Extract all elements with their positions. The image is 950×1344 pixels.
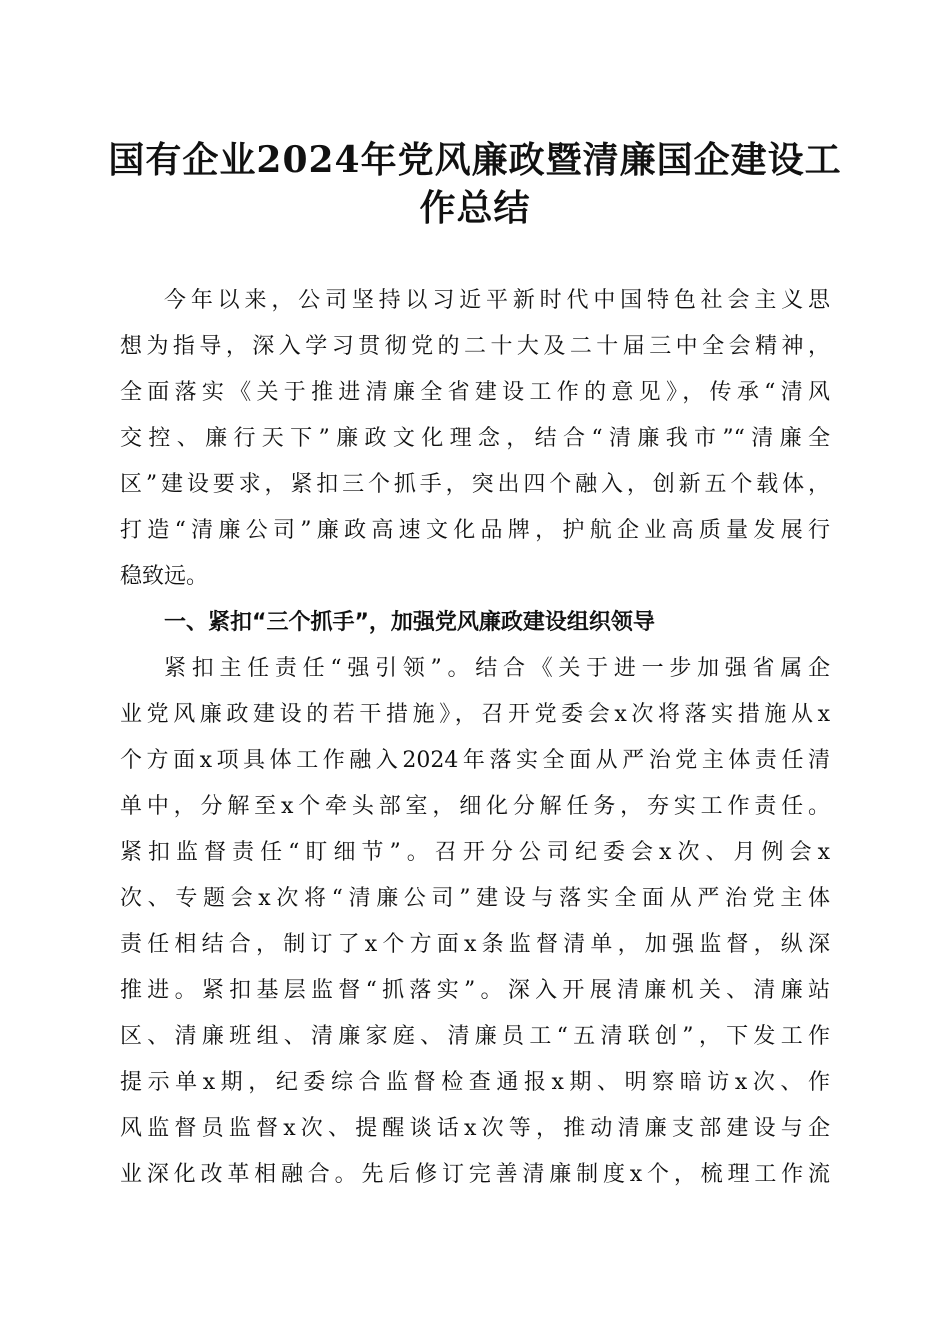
- section-1-heading: 一、紧扣“三个抓手”，加强党风廉政建设组织领导: [164, 610, 655, 635]
- section-1-line: 业党风廉政建设的若干措施》，召开党委会x次将落实措施从x: [120, 702, 830, 727]
- section-1-line: 次、专题会x次将“清廉公司”建设与落实全面从严治党主体: [120, 886, 830, 911]
- intro-line: 全面落实《关于推进清廉全省建设工作的意见》，传承“清风: [120, 380, 830, 405]
- section-1-line: 风监督员监督x次、提醒谈话x次等，推动清廉支部建设与企: [120, 1116, 830, 1141]
- intro-line: 区”建设要求，紧扣三个抓手，突出四个融入，创新五个载体，: [120, 472, 830, 497]
- intro-paragraph: [120, 278, 830, 600]
- section-1-line: 单中，分解至x个牵头部室，细化分解任务，夯实工作责任。: [120, 794, 830, 819]
- document-body: [120, 278, 830, 1198]
- intro-line: 想为指导，深入学习贯彻党的二十大及二十届三中全会精神，: [120, 334, 830, 359]
- title-line-1: 国有企业2024年党风廉政暨清廉国企建设工: [108, 139, 842, 181]
- section-1-line: 个方面x项具体工作融入2024年落实全面从严治党主体责任清: [120, 748, 830, 773]
- title-line-2: 作总结: [419, 187, 531, 229]
- section-1-line: 紧扣监督责任“盯细节”。召开分公司纪委会x次、月例会x: [120, 840, 830, 865]
- section-1-line: 推进。紧扣基层监督“抓落实”。深入开展清廉机关、清廉站: [120, 978, 830, 1003]
- intro-line: 今年以来，公司坚持以习近平新时代中国特色社会主义思: [164, 288, 830, 313]
- section-1-line: 责任相结合，制订了x个方面x条监督清单，加强监督，纵深: [120, 932, 830, 957]
- section-1-line: 提示单x期，纪委综合监督检查通报x期、明察暗访x次、作: [120, 1070, 830, 1095]
- section-1-line: 业深化改革相融合。先后修订完善清廉制度x个，梳理工作流: [120, 1162, 830, 1187]
- section-1-paragraph: [120, 646, 830, 1198]
- section-1-line: 区、清廉班组、清廉家庭、清廉员工“五清联创”，下发工作: [120, 1024, 830, 1049]
- section-1-line: 紧扣主任责任“强引领”。结合《关于进一步加强省属企: [164, 656, 830, 681]
- document-title: [100, 136, 850, 232]
- section-1-heading-block: [120, 600, 830, 646]
- intro-line: 打造“清廉公司”廉政高速文化品牌，护航企业高质量发展行: [120, 518, 830, 543]
- intro-line: 稳致远。: [120, 564, 209, 589]
- intro-line: 交控、廉行天下”廉政文化理念，结合“清廉我市”“清廉全: [120, 426, 830, 451]
